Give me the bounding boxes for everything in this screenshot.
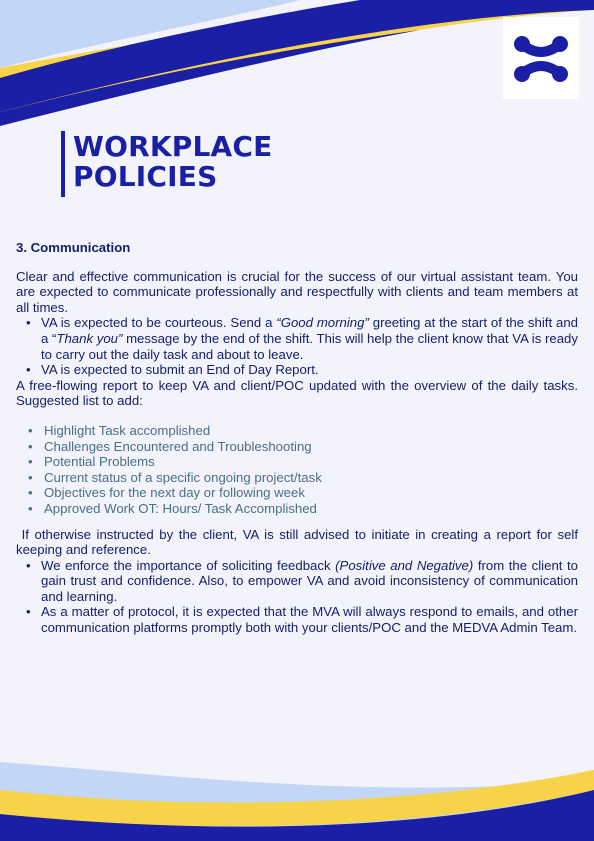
intro-paragraph: Clear and effective communication is crucial for the success of our virtual assistant team. You are expected to communicate professionally and respectfully with clients and team members at all times. xyxy=(16,268,578,315)
task-item: • Potential Problems xyxy=(16,454,578,470)
page-title-line-1: WORKPLACE xyxy=(73,130,273,163)
self-report-note: If otherwise instructed by the client, VA is still advised to initiate in creating a report for self keeping and reference. xyxy=(16,526,579,558)
bullet-protocol: • As a matter of protocol, it is expected that the MVA will always respond to emails, and other communication platforms promptly both with your clients/POC and the MEDVA Admin Team. xyxy=(16,604,578,635)
title-accent-bar xyxy=(61,131,65,197)
company-logo xyxy=(503,17,579,99)
thank-you-text: Thank you” xyxy=(56,330,123,346)
x-molecule-logo-icon xyxy=(503,17,579,99)
policy-content xyxy=(16,240,578,636)
task-item: • Objectives for the next day or following week xyxy=(16,485,578,501)
protocol-bullets xyxy=(16,604,578,635)
bullet-feedback: • We enforce the importance of soliciting feedback (Positive and Negative) from the client to gain trust and confidence. Also, to empower VA and avoid inconsistency of communication and learning. xyxy=(16,558,578,605)
task-item: • Current status of a specific ongoing project/task xyxy=(16,470,578,486)
task-item: • Highlight Task accomplished xyxy=(16,423,578,439)
good-morning-text: “Good morning” xyxy=(276,315,369,331)
feedback-bullets xyxy=(16,558,578,605)
courtesy-bullets xyxy=(16,315,578,377)
bullet-eod-report: • VA is expected to submit an End of Day Report. xyxy=(16,362,578,378)
positive-negative-text: (Positive and Negative) xyxy=(335,557,474,573)
report-description: A free-flowing report to keep VA and client/POC updated with the overview of the daily tasks. Suggested list to add: xyxy=(16,377,578,409)
section-heading: 3. Communication xyxy=(16,240,131,255)
page-title xyxy=(73,132,272,192)
task-item: • Approved Work OT: Hours/ Task Accomplished xyxy=(16,501,578,517)
bullet-courtesy: • VA is expected to be courteous. Send a “Good morning” greeting at the start of the shift and a “Thank you” message by the end of the shift. This will help the client know that VA is ready to carry out the daily task and about to leave. xyxy=(16,315,578,362)
suggested-task-list xyxy=(16,423,578,517)
page-title-line-2: POLICIES xyxy=(73,160,218,193)
task-item: • Challenges Encountered and Troubleshooting xyxy=(16,439,578,455)
